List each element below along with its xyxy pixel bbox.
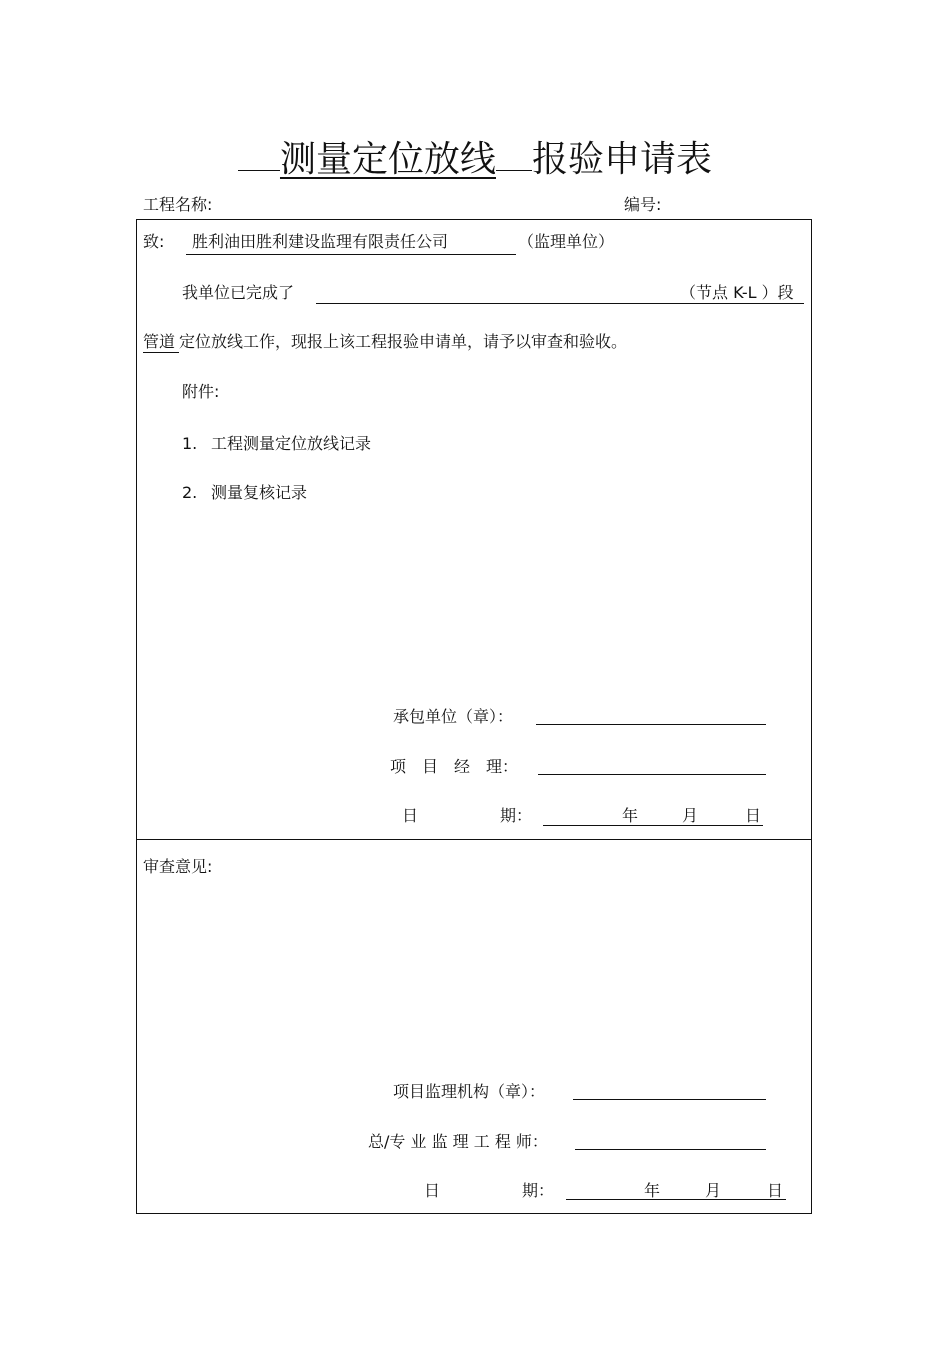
application-section <box>136 219 812 840</box>
title-underline-tail <box>496 140 532 171</box>
agency-label: 项目监理机构（章）： <box>393 1082 546 1101</box>
date-underline <box>543 825 763 826</box>
statement-text: 定位放线工作，现报上该工程报验申请单，请予以审查和验收。 <box>179 332 628 351</box>
attachment-2-number: 2. <box>182 483 198 502</box>
date-label-day: 日 <box>402 806 419 825</box>
opinion-label: 审查意见: <box>143 857 213 876</box>
page-title <box>0 136 950 184</box>
project-name-label: 工程名称: <box>143 195 213 214</box>
manager-underline <box>538 774 766 775</box>
contractor-underline <box>536 724 766 725</box>
title-underlined-part: 测量定位放线 <box>279 139 496 180</box>
title-rest: 报验申请表 <box>532 139 713 180</box>
attachment-1-number: 1. <box>182 434 198 453</box>
date-month: 月 <box>682 806 699 825</box>
date-year: 年 <box>622 806 639 825</box>
review-date-year: 年 <box>644 1181 661 1200</box>
review-section <box>136 840 812 1214</box>
manager-label: 项 目 经 理： <box>390 757 519 776</box>
review-date-day: 日 <box>767 1181 784 1200</box>
pipeline-underline <box>143 352 179 353</box>
supervisor-company: 胜利油田胜利建设监理有限责任公司 <box>192 232 449 251</box>
contractor-label: 承包单位（章）： <box>393 707 514 726</box>
completed-item-underline <box>316 303 804 304</box>
attachments-label: 附件: <box>182 382 220 401</box>
title-underline-lead <box>238 140 280 171</box>
review-date-month: 月 <box>705 1181 722 1200</box>
engineer-underline <box>575 1149 766 1150</box>
supervisor-company-underline <box>186 254 516 255</box>
attachment-1-text: 工程测量定位放线记录 <box>211 434 372 453</box>
pipeline-text: 管道 <box>143 332 176 351</box>
review-date-label-day: 日 <box>424 1181 441 1200</box>
date-label-period: 期： <box>500 806 533 825</box>
completed-prefix: 我单位已完成了 <box>182 283 295 302</box>
agency-underline <box>573 1099 766 1100</box>
attachment-2-text: 测量复核记录 <box>211 483 308 502</box>
engineer-label: 总/专 业 监 理 工 程 师： <box>368 1132 548 1151</box>
to-label: 致: <box>143 232 165 251</box>
node-note: （节点 K-L ）段 <box>680 283 794 302</box>
review-date-label-period: 期： <box>522 1181 555 1200</box>
date-day: 日 <box>745 806 762 825</box>
review-date-underline <box>566 1199 786 1200</box>
number-label: 编号: <box>624 195 662 214</box>
supervisor-unit-note: （监理单位） <box>518 232 615 251</box>
